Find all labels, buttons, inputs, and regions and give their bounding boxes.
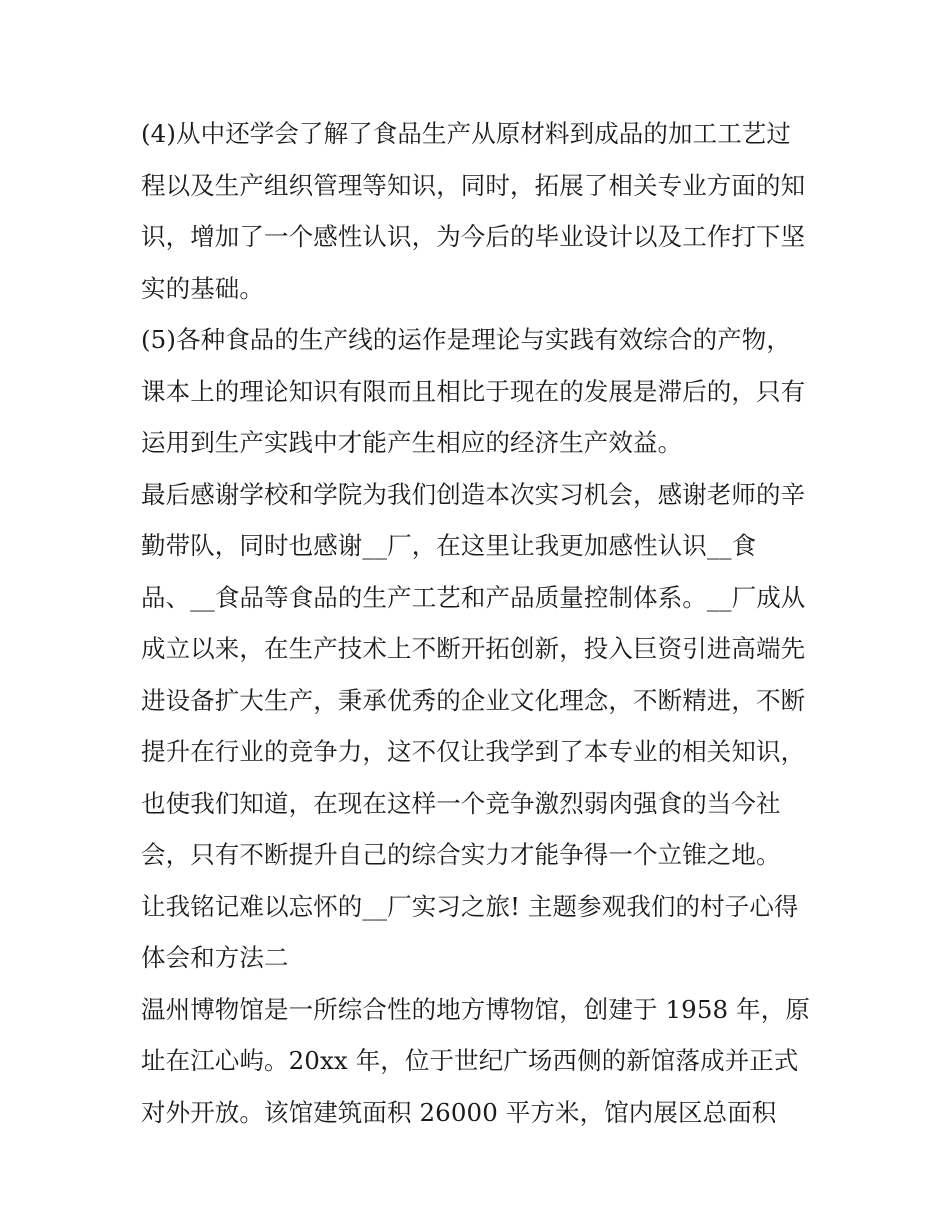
text-line: 址在江心屿。20xx 年，位于世纪广场西侧的新馆落成并正式 [141, 1046, 799, 1075]
text-line: 课本上的理论知识有限而且相比于现在的发展是滞后的，只有 [141, 376, 806, 406]
body-text [141, 108, 821, 1138]
text-line: 会，只有不断提升自己的综合实力才能争得一个立锥之地。 [141, 840, 781, 869]
text-line: 最后感谢学校和学院为我们创造本次实习机会，感谢老师的辛 [141, 479, 806, 509]
text-line: 体会和方法二 [141, 943, 289, 972]
text-line: 进设备扩大生产，秉承优秀的企业文化理念，不断精进，不断 [141, 685, 806, 715]
text-line: 品、__食品等食品的生产工艺和产品质量控制体系。__厂成从 [141, 582, 806, 612]
text-line: 也使我们知道，在现在这样一个竞争激烈弱肉强食的当今社 [141, 788, 781, 818]
text-line: 成立以来，在生产技术上不断开拓创新，投入巨资引进高端先 [141, 634, 806, 663]
text-line: 提升在行业的竞争力，这不仅让我学到了本专业的相关知识， [141, 737, 806, 766]
text-line: 让我铭记难以忘怀的__厂实习之旅! 主题参观我们的村子心得 [141, 891, 799, 921]
text-line: 程以及生产组织管理等知识，同时，拓展了相关专业方面的知 [141, 170, 806, 200]
text-line: 温州博物馆是一所综合性的地方博物馆，创建于 1958 年，原 [141, 994, 810, 1024]
text-line: 实的基础。 [141, 273, 264, 303]
text-line: 勤带队，同时也感谢__厂，在这里让我更加感性认识__食 [141, 531, 757, 560]
text-line: 运用到生产实践中才能产生相应的经济生产效益。 [141, 428, 683, 457]
text-line: 对外开放。该馆建筑面积 26000 平方米，馆内展区总面积 [141, 1097, 777, 1127]
text-line: (5)各种食品的生产线的运作是理论与实践有效综合的产物， [141, 325, 792, 354]
text-line: 识，增加了一个感性认识，为今后的毕业设计以及工作打下坚 [141, 222, 806, 251]
text-line: (4)从中还学会了解了食品生产从原材料到成品的加工工艺过 [141, 119, 792, 148]
